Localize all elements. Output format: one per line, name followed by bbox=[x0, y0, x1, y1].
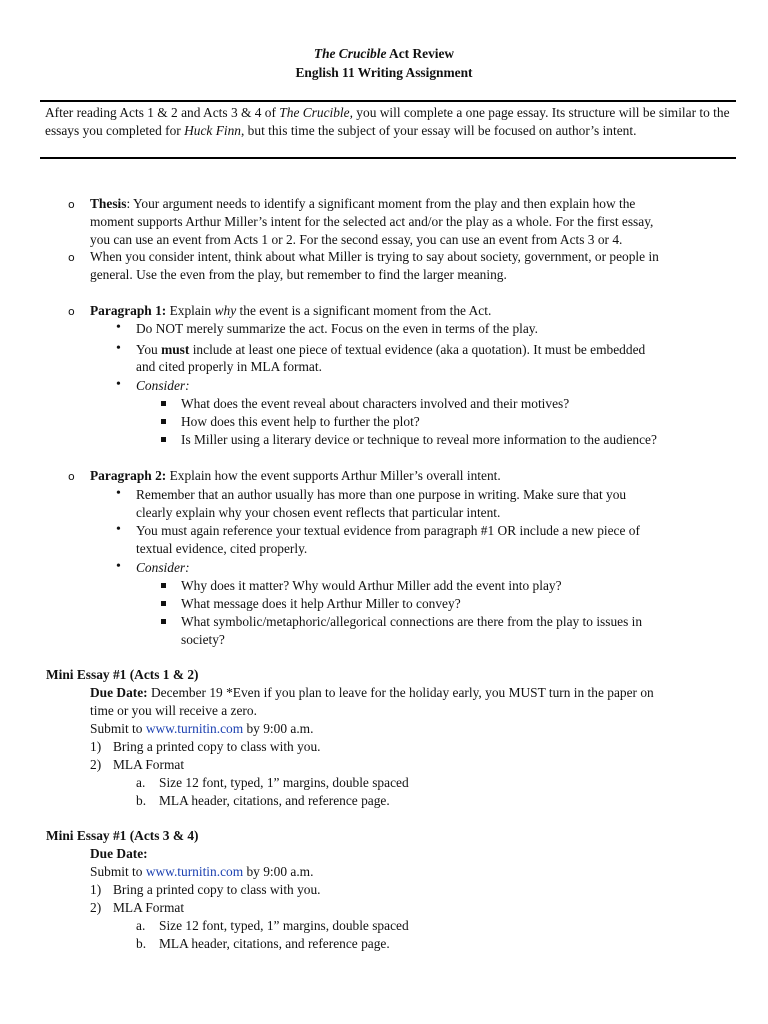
square-bullet bbox=[161, 619, 166, 624]
essay1-due-label: Due Date: bbox=[90, 685, 148, 700]
square-bullet bbox=[161, 401, 166, 406]
para2-bullet-2-line2: textual evidence, cited properly. bbox=[136, 541, 308, 556]
essay1-sub-b-num: b. bbox=[136, 793, 147, 808]
essay2-item2: MLA Format bbox=[113, 900, 185, 915]
essay1-due-text: December 19 *Even if you plan to leave for the holiday early, you MUST turn in the paper on bbox=[147, 685, 654, 700]
title-italic: The Crucible bbox=[313, 46, 387, 61]
o-bullet: o bbox=[68, 198, 75, 211]
essay2-submit-pre: Submit to bbox=[90, 864, 146, 879]
para2-consider: Consider: bbox=[136, 560, 190, 575]
o-bullet: o bbox=[68, 470, 75, 483]
para1-sub-2: How does this event help to further the plot? bbox=[181, 414, 420, 429]
essay1-due bbox=[90, 684, 654, 702]
para1-b2-pre: You bbox=[136, 342, 162, 357]
essay2-sub-b-num: b. bbox=[136, 936, 147, 951]
essay1-item2: MLA Format bbox=[113, 757, 185, 772]
essay1-turnitin-link[interactable]: www.turnitin.com bbox=[145, 721, 244, 736]
bullet-dot: • bbox=[116, 377, 121, 392]
essay1-submit-post: by 9:00 a.m. bbox=[243, 721, 314, 736]
thesis-line-2: moment supports Arthur Miller’s intent for the selected act and/or the play as a whole. For the first essay, bbox=[90, 214, 654, 229]
intro-box bbox=[40, 100, 736, 159]
para2-sub-1: Why does it matter? Why would Arthur Miller add the event into play? bbox=[181, 578, 562, 593]
bullet-dot: • bbox=[116, 486, 121, 501]
para1-heading bbox=[90, 302, 491, 320]
bullet-dot: • bbox=[116, 341, 121, 356]
para2-post: Explain how the event supports Arthur Miller’s overall intent. bbox=[166, 468, 501, 483]
para1-b2-bold: must bbox=[161, 342, 190, 357]
document-subtitle: English 11 Writing Assignment bbox=[295, 65, 473, 80]
intro-text-3: , but this time the subject of your essay will be focused on author’s intent. bbox=[240, 123, 637, 139]
intent-line-2: general. Use the even from the play, but remember to find the larger meaning. bbox=[90, 267, 507, 282]
o-bullet: o bbox=[68, 305, 75, 318]
para2-heading bbox=[90, 467, 501, 485]
essay2-item1: Bring a printed copy to class with you. bbox=[113, 882, 321, 897]
essay2-submit-post: by 9:00 a.m. bbox=[243, 864, 314, 879]
para1-label: Paragraph 1: bbox=[90, 303, 167, 318]
essay2-heading: Mini Essay #1 (Acts 3 & 4) bbox=[46, 828, 199, 843]
para1-bullet-2-line2: and cited properly in MLA format. bbox=[136, 359, 322, 374]
intro-text-1: After reading Acts 1 & 2 and Acts 3 & 4 of bbox=[45, 105, 280, 120]
thesis-line-3: you can use an event from Acts 1 or 2. For the second essay, you can use an event from Acts 3 or 4. bbox=[90, 232, 623, 247]
essay2-turnitin-link[interactable]: www.turnitin.com bbox=[145, 864, 244, 879]
essay1-sub-a-num: a. bbox=[136, 775, 146, 790]
essay2-sub-b: MLA header, citations, and reference page. bbox=[159, 936, 390, 951]
para2-sub-3-line2: society? bbox=[181, 632, 225, 647]
essay1-heading: Mini Essay #1 (Acts 1 & 2) bbox=[46, 667, 199, 682]
essay1-sub-b: MLA header, citations, and reference page. bbox=[159, 793, 390, 808]
para2-label: Paragraph 2: bbox=[90, 468, 167, 483]
essay2-sub-a-num: a. bbox=[136, 918, 146, 933]
essay2-item2-num: 2) bbox=[90, 900, 102, 915]
essay2-due-label: Due Date: bbox=[90, 846, 148, 861]
para2-bullet-1-line2: clearly explain why your chosen event reflects that particular intent. bbox=[136, 505, 501, 520]
para1-sub-3: Is Miller using a literary device or technique to reveal more information to the audience? bbox=[181, 432, 657, 447]
essay1-item1-num: 1) bbox=[90, 739, 102, 754]
essay1-submit-pre: Submit to bbox=[90, 721, 146, 736]
document-title bbox=[0, 46, 768, 62]
intro-italic-1: The Crucible, bbox=[279, 105, 353, 120]
essay1-sub-a: Size 12 font, typed, 1” margins, double spaced bbox=[159, 775, 409, 790]
square-bullet bbox=[161, 583, 166, 588]
para2-bullet-1: Remember that an author usually has more than one purpose in writing. Make sure that you bbox=[136, 487, 627, 502]
title-rest: Act Review bbox=[386, 46, 455, 61]
square-bullet bbox=[161, 601, 166, 606]
para1-b2-post: include at least one piece of textual evidence (aka a quotation). It must be embedded bbox=[189, 342, 646, 357]
essay2-sub-a: Size 12 font, typed, 1” margins, double spaced bbox=[159, 918, 409, 933]
para1-sub-1: What does the event reveal about characters involved and their motives? bbox=[181, 396, 570, 411]
essay1-due-line2: time or you will receive a zero. bbox=[90, 703, 257, 718]
essay2-item1-num: 1) bbox=[90, 882, 102, 897]
thesis-line-1 bbox=[90, 195, 635, 213]
para1-bullet-2 bbox=[136, 341, 645, 359]
intro-italic-2: Huck Finn bbox=[184, 123, 241, 139]
essay1-item1: Bring a printed copy to class with you. bbox=[113, 739, 321, 754]
para1-bullet-1: Do NOT merely summarize the act. Focus on the even in terms of the play. bbox=[136, 321, 538, 336]
para1-post: the event is a significant moment from the Act. bbox=[236, 303, 492, 318]
intro-text-2: you will complete a one page essay. Its structure will be similar to the essays you completed for bbox=[45, 105, 730, 139]
essay1-item2-num: 2) bbox=[90, 757, 102, 772]
para2-sub-2: What message does it help Arthur Miller to convey? bbox=[181, 596, 461, 611]
thesis-label: Thesis bbox=[90, 196, 127, 211]
o-bullet: o bbox=[68, 251, 75, 264]
para1-italic: why bbox=[214, 303, 237, 318]
para2-bullet-2: You must again reference your textual evidence from paragraph #1 OR include a new piece of bbox=[136, 523, 640, 538]
bullet-dot: • bbox=[116, 522, 121, 537]
para1-consider: Consider: bbox=[136, 378, 190, 393]
para2-sub-3: What symbolic/metaphoric/allegorical connections are there from the play to issues in bbox=[181, 614, 643, 629]
para1-pre: Explain bbox=[166, 303, 215, 318]
bullet-dot: • bbox=[116, 320, 121, 335]
essay2-submit bbox=[90, 863, 313, 881]
square-bullet bbox=[161, 419, 166, 424]
intent-line-1: When you consider intent, think about what Miller is trying to say about society, government, or people in bbox=[90, 249, 659, 264]
essay1-submit bbox=[90, 720, 313, 738]
bullet-dot: • bbox=[116, 559, 121, 574]
square-bullet bbox=[161, 437, 166, 442]
thesis-text-1: : Your argument needs to identify a significant moment from the play and then explain how the bbox=[126, 196, 636, 211]
